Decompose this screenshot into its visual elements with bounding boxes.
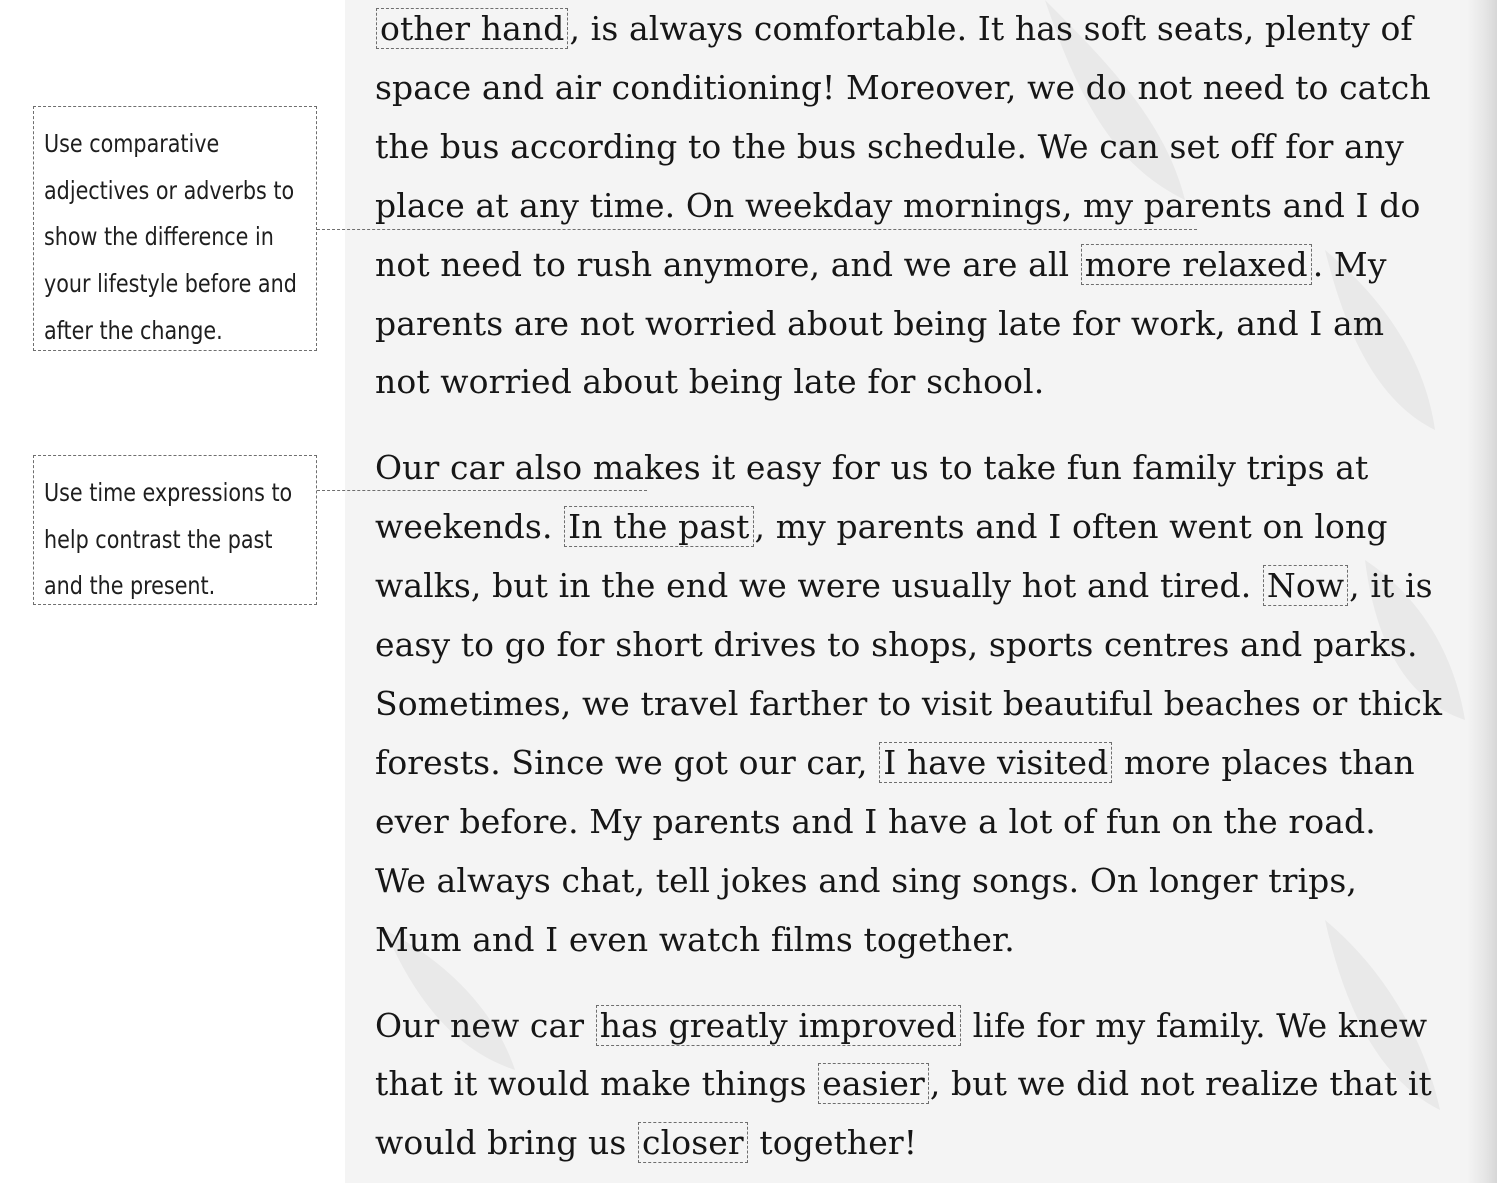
- text-segment: , is always comfortable. It has soft seats, plenty of: [569, 9, 1413, 48]
- text-line: [375, 236, 1455, 295]
- text-segment: life for my family. We knew: [962, 1005, 1428, 1045]
- highlight-more-relaxed: more relaxed: [1081, 244, 1312, 285]
- text-line: space and air conditioning! Moreover, we do not need to catch: [375, 67, 1431, 107]
- text-line: [375, 997, 1455, 1056]
- text-segment: , it is: [1349, 566, 1433, 606]
- text-line: [375, 1114, 1455, 1173]
- note-line: Use time expressions to: [44, 478, 293, 507]
- text-segment: forests. Since we got our car,: [375, 742, 879, 782]
- text-line: We always chat, tell jokes and sing songs. On longer trips,: [375, 860, 1357, 900]
- essay-body: [375, 0, 1455, 1173]
- note-line: Use comparative: [44, 129, 220, 158]
- text-segment: Our new car: [375, 1005, 595, 1045]
- text-line: [375, 734, 1455, 793]
- paragraph-3: [375, 997, 1455, 1174]
- text-segment: not need to rush anymore, and we are all: [375, 244, 1080, 284]
- margin-note-time-expressions: [33, 455, 317, 605]
- text-line: ever before. My parents and I have a lot of fun on the road.: [375, 801, 1376, 841]
- note-line: show the difference in: [44, 222, 274, 252]
- text-line: [375, 1055, 1455, 1114]
- highlight-has-greatly-improved: has greatly improved: [596, 1005, 961, 1046]
- highlight-i-have-visited: I have visited: [879, 742, 1112, 783]
- text-line: Our car also makes it easy for us to take fun family trips at: [375, 448, 1369, 488]
- text-segment: . My: [1312, 244, 1387, 284]
- text-line: place at any time. On weekday mornings, my parents and I do: [375, 185, 1421, 225]
- text-segment: weekends.: [375, 507, 564, 547]
- text-line: Mum and I even watch films together.: [375, 919, 1015, 959]
- text-segment: more places than: [1113, 742, 1415, 782]
- highlight-other-hand: other hand: [376, 8, 568, 49]
- text-line: Sometimes, we travel farther to visit beautiful beaches or thick: [375, 683, 1443, 723]
- scan-edge-shadow: [1467, 0, 1497, 1183]
- highlight-in-the-past: In the past: [564, 506, 753, 547]
- text-segment: together!: [748, 1123, 918, 1163]
- text-segment: that it would make things: [375, 1064, 818, 1104]
- note-line: adjectives or adverbs to: [44, 175, 295, 205]
- highlight-easier: easier: [818, 1063, 929, 1104]
- text-line: easy to go for short drives to shops, sports centres and parks.: [375, 625, 1418, 665]
- paragraph-2: [375, 439, 1455, 969]
- text-line: the bus according to the bus schedule. We can set off for any: [375, 126, 1404, 166]
- margin-note-comparatives: [33, 106, 317, 351]
- text-line: not worried about being late for school.: [375, 362, 1045, 402]
- text-line: [375, 498, 1455, 557]
- paragraph-1: [375, 0, 1455, 412]
- text-line: parents are not worried about being late for work, and I am: [375, 303, 1385, 343]
- note-line: help contrast the past: [44, 524, 273, 554]
- text-line: [375, 557, 1455, 616]
- text-segment: would bring us: [375, 1123, 638, 1163]
- highlight-closer: closer: [638, 1122, 748, 1163]
- note-line: and the present.: [44, 571, 216, 601]
- text-line: [375, 0, 1455, 59]
- text-segment: walks, but in the end we were usually hot and tired.: [375, 566, 1262, 606]
- text-segment: , but we did not realize that it: [929, 1064, 1432, 1104]
- highlight-now: Now: [1263, 565, 1348, 606]
- note-line: your lifestyle before and: [44, 269, 297, 299]
- text-segment: , my parents and I often went on long: [754, 507, 1388, 547]
- note-line: after the change.: [44, 315, 223, 345]
